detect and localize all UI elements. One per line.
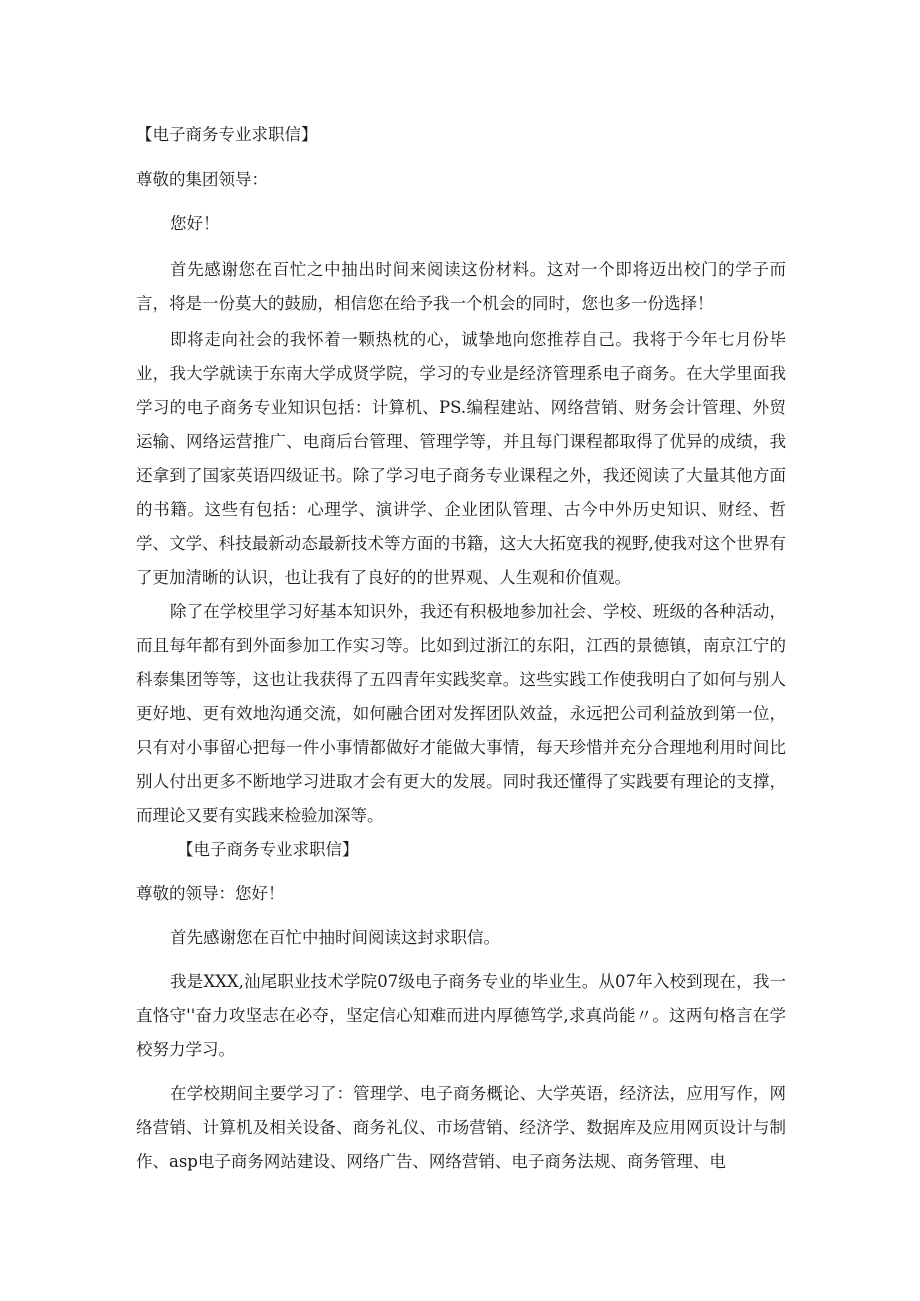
letter2-paragraph-2: 我是XXX,汕尾职业技术学院07级电子商务专业的毕业生。从07年入校到现在，我一直恪守''奋力攻坚志在必夺，坚定信心知难而进内厚德笃学,求真尚能〃。这两句格言在学校努力学习。 bbox=[136, 972, 786, 1059]
letter1-paragraph-1: 首先感谢您在百忙之中抽出时间来阅读这份材料。这对一个即将迈出校门的学子而言，将是一份莫大的鼓励，相信您在给予我一个机会的同时，您也多一份选择！ bbox=[136, 260, 786, 313]
letter1-paragraph-3: 除了在学校里学习好基本知识外，我还有积极地参加社会、学校、班级的各种活动，而且每年都有到外面参加工作实习等。比如到过浙江的东阳，江西的景德镇，南京江宁的科泰集团等等，这也让我获得了五四青年实践奖章。这些实践工作使我明白了如何与别人更好地、更有效地沟通交流，如何融合团对发挥团队效益，永远把公司利益放到第一位，只有对小事留心把每一件小事情都做好才能做大事情，每天珍惜并充分合理地利用时间比别人付出更多不断地学习进取才会有更大的发展。同时我还懂得了实践要有理论的支撑，而理论又要有实践来检验加深等。 bbox=[136, 602, 786, 825]
letter1-title: 【电子商务专业求职信】 bbox=[136, 125, 318, 144]
letter2-salutation: 尊敬的领导：您好！ bbox=[136, 884, 285, 903]
letter2-paragraph-1: 首先感谢您在百忙中抽时间阅读这封求职信。 bbox=[170, 928, 500, 947]
letter1-salutation: 尊敬的集团领导： bbox=[136, 170, 268, 189]
letter1-greeting: 您好！ bbox=[170, 214, 220, 233]
letter1-paragraph-2: 即将走向社会的我怀着一颗热枕的心，诚挚地向您推荐自己。我将于今年七月份毕业，我大学就读于东南大学成贤学院，学习的专业是经济管理系电子商务。在大学里面我学习的电子商务专业知识包括：计算机、PS.编程建站、网络营销、财务会计管理、外贸运输、网络运营推广、电商后台管理、管理学等，并且每门课程都取得了优异的成绩，我还拿到了国家英语四级证书。除了学习电子商务专业课程之外，我还阅读了大量其他方面的书籍。这些有包括：心理学、演讲学、企业团队管理、古今中外历史知识、财经、哲学、文学、科技最新动态最新技术等方面的书籍，这大大拓宽我的视野,使我对这个世界有了更加清晰的认识，也让我有了良好的的世界观、人生观和价值观。 bbox=[136, 330, 786, 587]
letter2-title: 【电子商务专业求职信】 bbox=[177, 840, 359, 859]
letter2-paragraph-3: 在学校期间主要学习了：管理学、电子商务概论、大学英语，经济法，应用写作，网络营销、计算机及相关设备、商务礼仪、市场营销、经济学、数据库及应用网页设计与制作、asp电子商务网站建设、网络广告、网络营销、电子商务法规、商务管理、电 bbox=[136, 1084, 786, 1171]
